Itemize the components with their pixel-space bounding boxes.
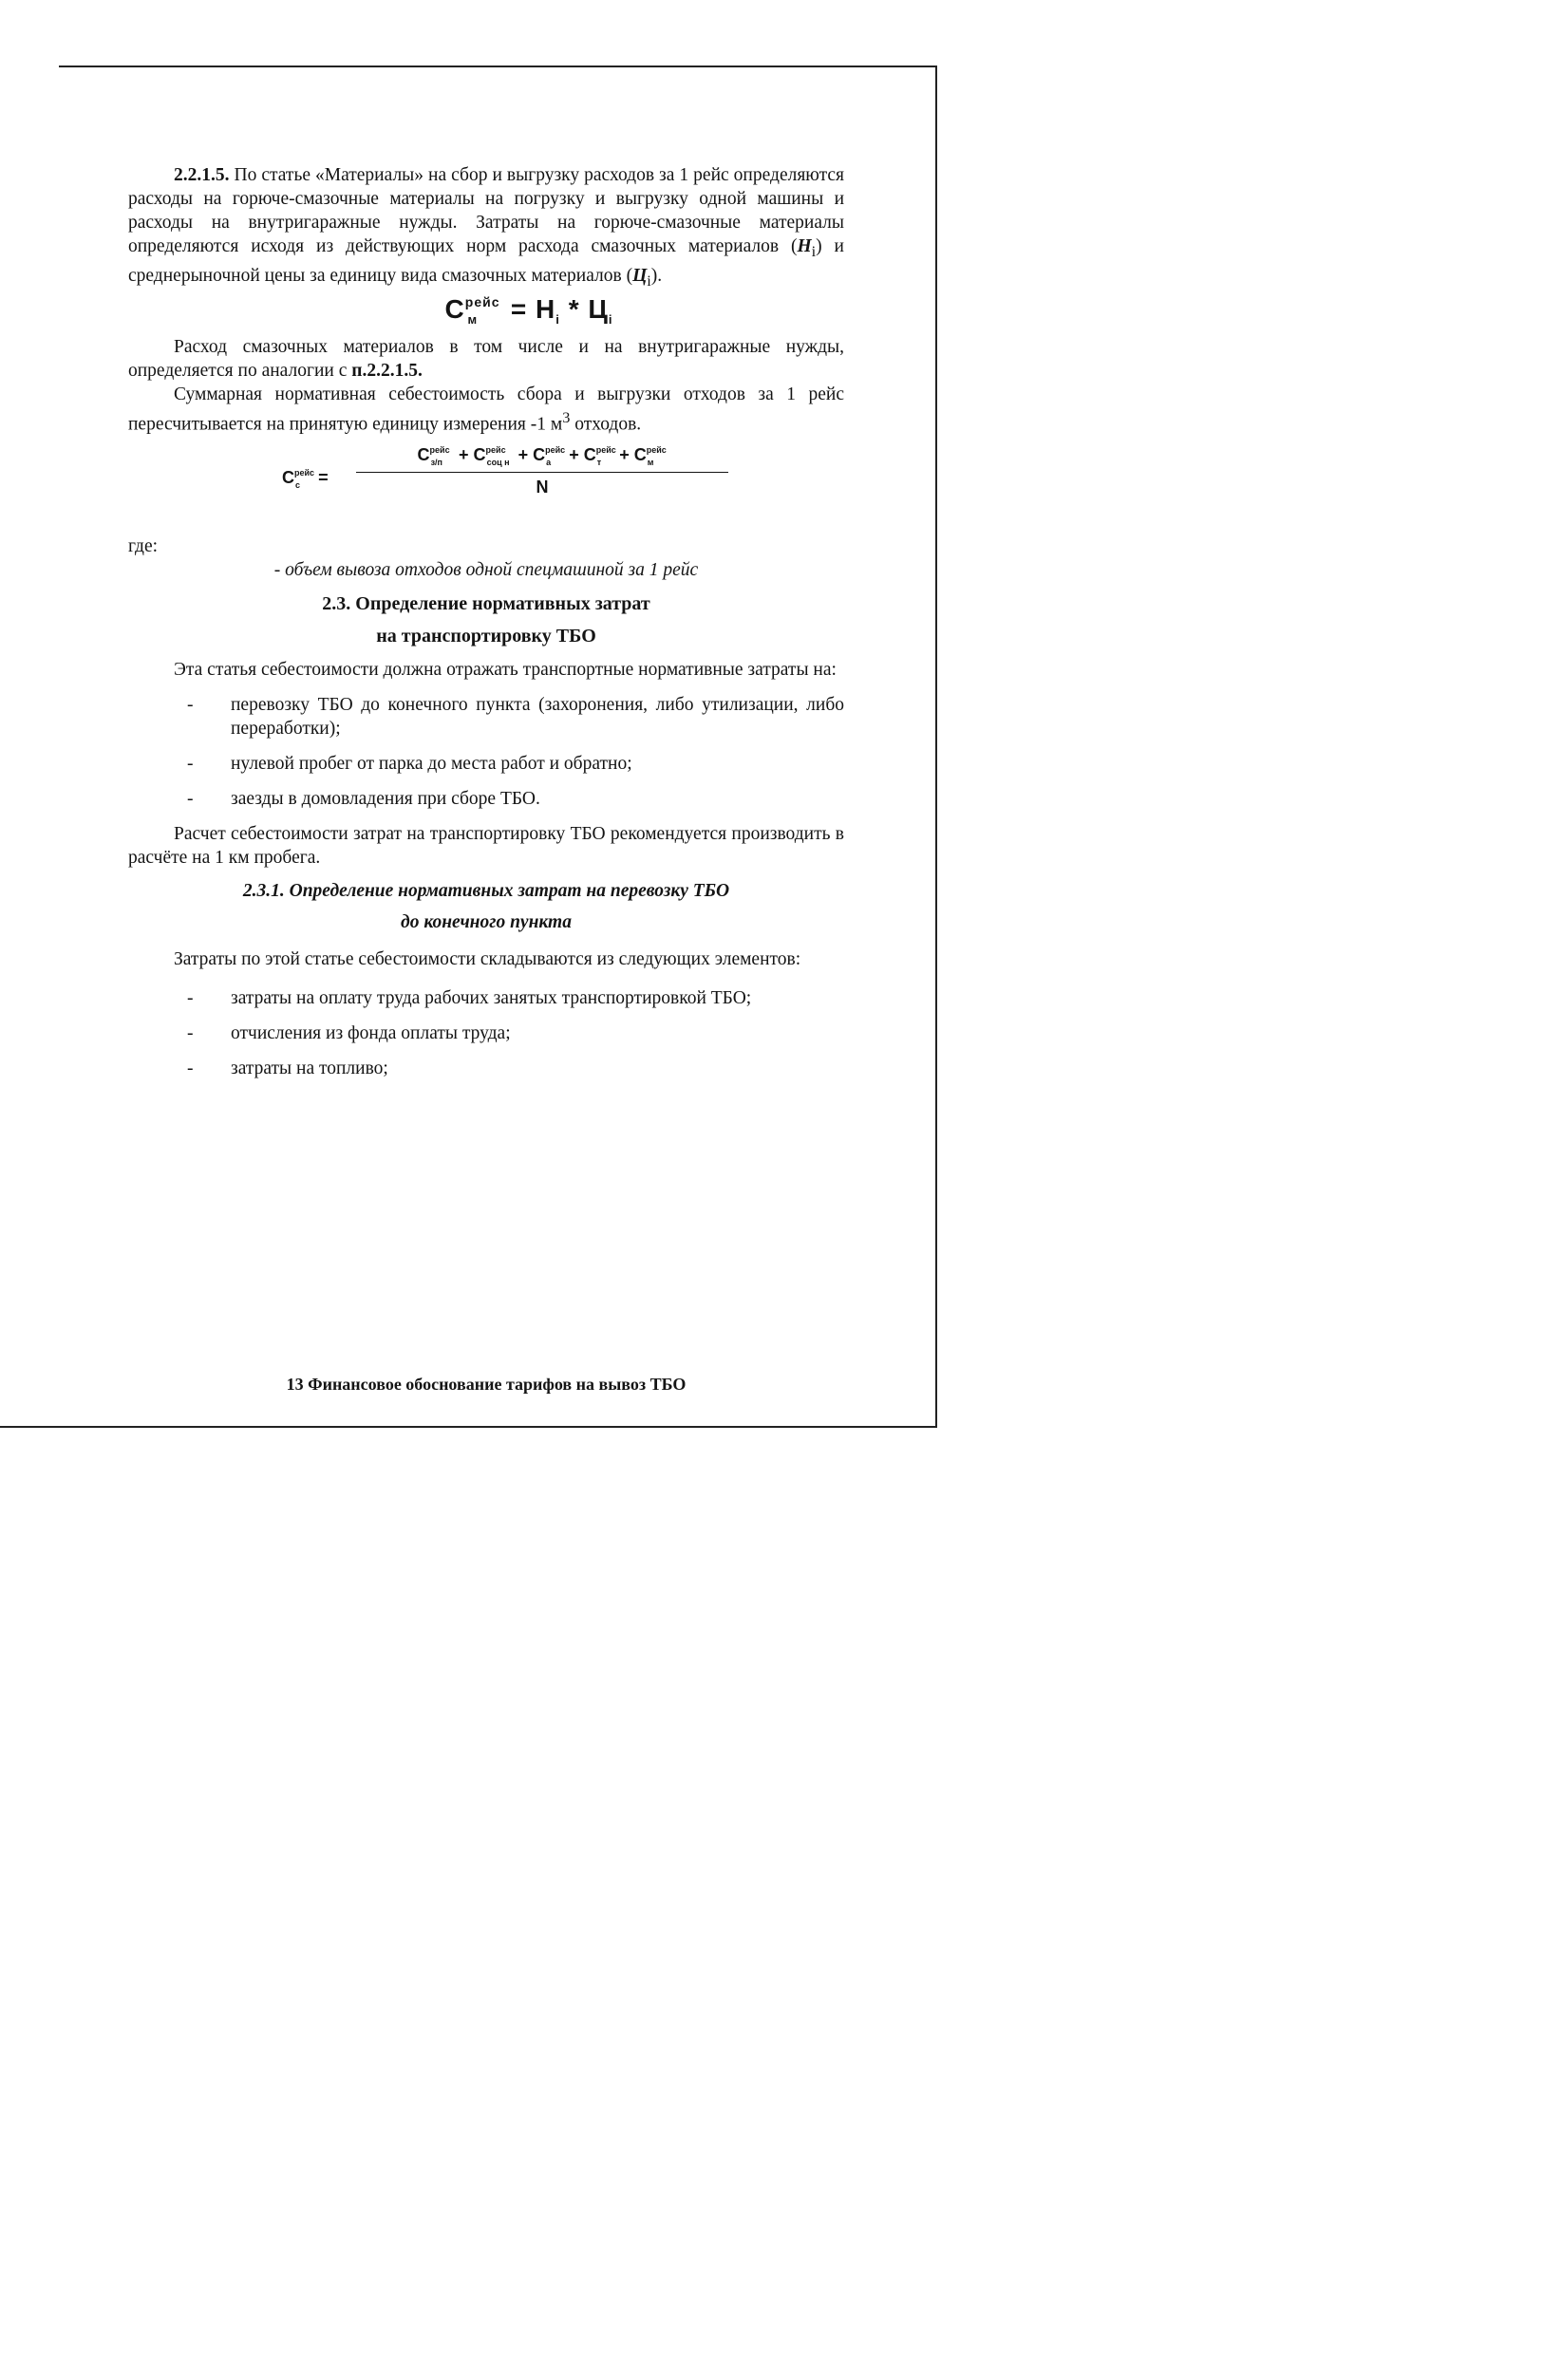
term-sup: рейс <box>545 445 566 456</box>
list-dash: - <box>187 988 194 1009</box>
list-item-text: отчисления из фонда оплаты труда; <box>231 1023 511 1044</box>
list-item <box>128 986 844 1010</box>
formula-h: Н <box>536 293 556 324</box>
list-item-text: перевозку ТБО до конечного пункта (захоронения, либо утилизации, либо переработки); <box>231 695 844 740</box>
formula2-equals: = <box>318 468 329 488</box>
term-sub: т <box>596 458 602 468</box>
section-2-3-calc-note: Расчет себестоимости затрат на транспортировку ТБО рекомендуется производить в расчёте на 1 км пробега. <box>128 824 844 869</box>
paragraph-text: Суммарная нормативная себестоимость сбора и выгрузки отходов за 1 рейс пересчитывается на принятую единицу измерения -1 м <box>128 384 844 435</box>
list-item-text: затраты на оплату труда рабочих занятых транспортировкой ТБО; <box>231 988 752 1009</box>
frame-border-bottom <box>0 1426 937 1428</box>
formula-times: * <box>568 293 580 324</box>
term-operator: + <box>619 445 630 465</box>
document-page <box>0 0 972 1482</box>
paragraph-reference: п.2.2.1.5. <box>351 360 423 381</box>
term-sup: рейс <box>485 445 506 456</box>
list-item <box>128 787 844 811</box>
document-body <box>128 163 844 1092</box>
formula2-lhs <box>282 466 329 493</box>
paragraph-text: ). <box>650 265 663 286</box>
transport-elements-list <box>128 986 844 1080</box>
term-operator: + <box>569 445 579 465</box>
list-item-text: заезды в домовладения при сборе ТБО. <box>231 789 540 810</box>
formula-h-sub: i <box>555 311 560 327</box>
list-item <box>128 752 844 776</box>
formula2-numerator <box>356 443 728 470</box>
formula2-lhs-sub: с <box>295 480 301 491</box>
formula2-lhs-base: С <box>282 468 294 488</box>
section-2-3-1-intro: Затраты по этой статье себестоимости складываются из следующих элементов: <box>174 949 801 970</box>
paragraph-text: ) и среднерыночной цены за единицу вида смазочных материалов ( <box>128 236 844 286</box>
where-label: где: <box>128 536 159 557</box>
list-dash: - <box>187 1023 194 1044</box>
list-dash: - <box>187 754 194 775</box>
formula-lhs-sup: рейс <box>464 293 500 309</box>
variable-h-sub: i <box>811 242 817 260</box>
term-base: С <box>417 445 430 465</box>
term-operator: + <box>459 445 469 465</box>
paragraph-text: Расход смазочных материалов в том числе и на внутригаражные нужды, определяется по аналогии с <box>128 336 844 381</box>
term-sup: рейс <box>595 445 616 456</box>
section-2-3-title-line1: 2.3. Определение нормативных затрат <box>322 593 650 615</box>
variable-c: Ц <box>632 265 648 286</box>
formula-c: Ц <box>588 293 609 324</box>
formula-materials-cost <box>214 293 844 327</box>
paragraph-lubricants <box>128 335 844 383</box>
term-sub: соц н <box>486 458 510 468</box>
term-base: С <box>533 445 546 465</box>
paragraph-text: отходов. <box>570 414 642 435</box>
list-item <box>128 1021 844 1045</box>
variable-h: Н <box>797 236 812 256</box>
formula-lhs-sub: м <box>467 311 479 327</box>
paragraph-materials <box>128 163 844 293</box>
section-2-3-intro: Эта статья себестоимости должна отражать транспортные нормативные затраты на: <box>174 660 837 681</box>
page-footer: 13 Финансовое обоснование тарифов на вывоз ТБО <box>286 1375 687 1394</box>
frame-border-right <box>935 66 937 1428</box>
term-base: С <box>473 445 486 465</box>
formula-c-sub: i <box>608 311 613 327</box>
list-item-text: затраты на топливо; <box>231 1059 388 1079</box>
term-operator: + <box>518 445 529 465</box>
list-dash: - <box>187 1059 194 1079</box>
formula2-denominator: N <box>536 478 549 497</box>
section-2-3-1-title-line1: 2.3.1. Определение нормативных затрат на перевозку ТБО <box>242 881 730 902</box>
formula-total-per-trip <box>128 443 844 517</box>
list-item <box>128 693 844 740</box>
term-sub: з/п <box>430 458 442 468</box>
formula2-lhs-sup: рейс <box>294 468 315 478</box>
list-item-text: нулевой пробег от парка до места работ и обратно; <box>231 754 632 775</box>
term-base: С <box>633 445 647 465</box>
fraction-bar <box>356 472 728 473</box>
list-dash: - <box>187 789 194 810</box>
term-sup: рейс <box>646 445 667 456</box>
list-item <box>128 1057 844 1080</box>
frame-border-top <box>59 66 937 67</box>
term-sup: рейс <box>429 445 450 456</box>
list-dash: - <box>187 695 194 716</box>
section-2-3-1-title-line2: до конечного пункта <box>401 912 572 933</box>
cubic-superscript: 3 <box>562 408 571 426</box>
term-sub: м <box>647 458 654 468</box>
volume-definition: - объем вывоза отходов одной спецмашиной за 1 рейс <box>273 560 699 581</box>
variable-c-sub: i <box>647 272 651 290</box>
section-2-3-title-line2: на транспортировку ТБО <box>376 626 596 647</box>
transport-cost-list <box>128 693 844 811</box>
term-base: С <box>583 445 596 465</box>
formula-lhs: С <box>444 293 465 324</box>
paragraph-text: По статье «Материалы» на сбор и выгрузку расходов за 1 рейс определяются расходы на горюче-смазочные материалы на погрузку и выгрузку одной машины и расходы на внутригаражные нужды. Затраты на горюче-смазочные материалы определяются исходя из действующих норм расхода смазочных материалов ( <box>128 165 844 256</box>
paragraph-total-cost <box>128 383 844 437</box>
term-sub: а <box>546 458 552 468</box>
paragraph-number: 2.2.1.5. <box>174 165 230 185</box>
formula-equals: = <box>510 293 528 324</box>
